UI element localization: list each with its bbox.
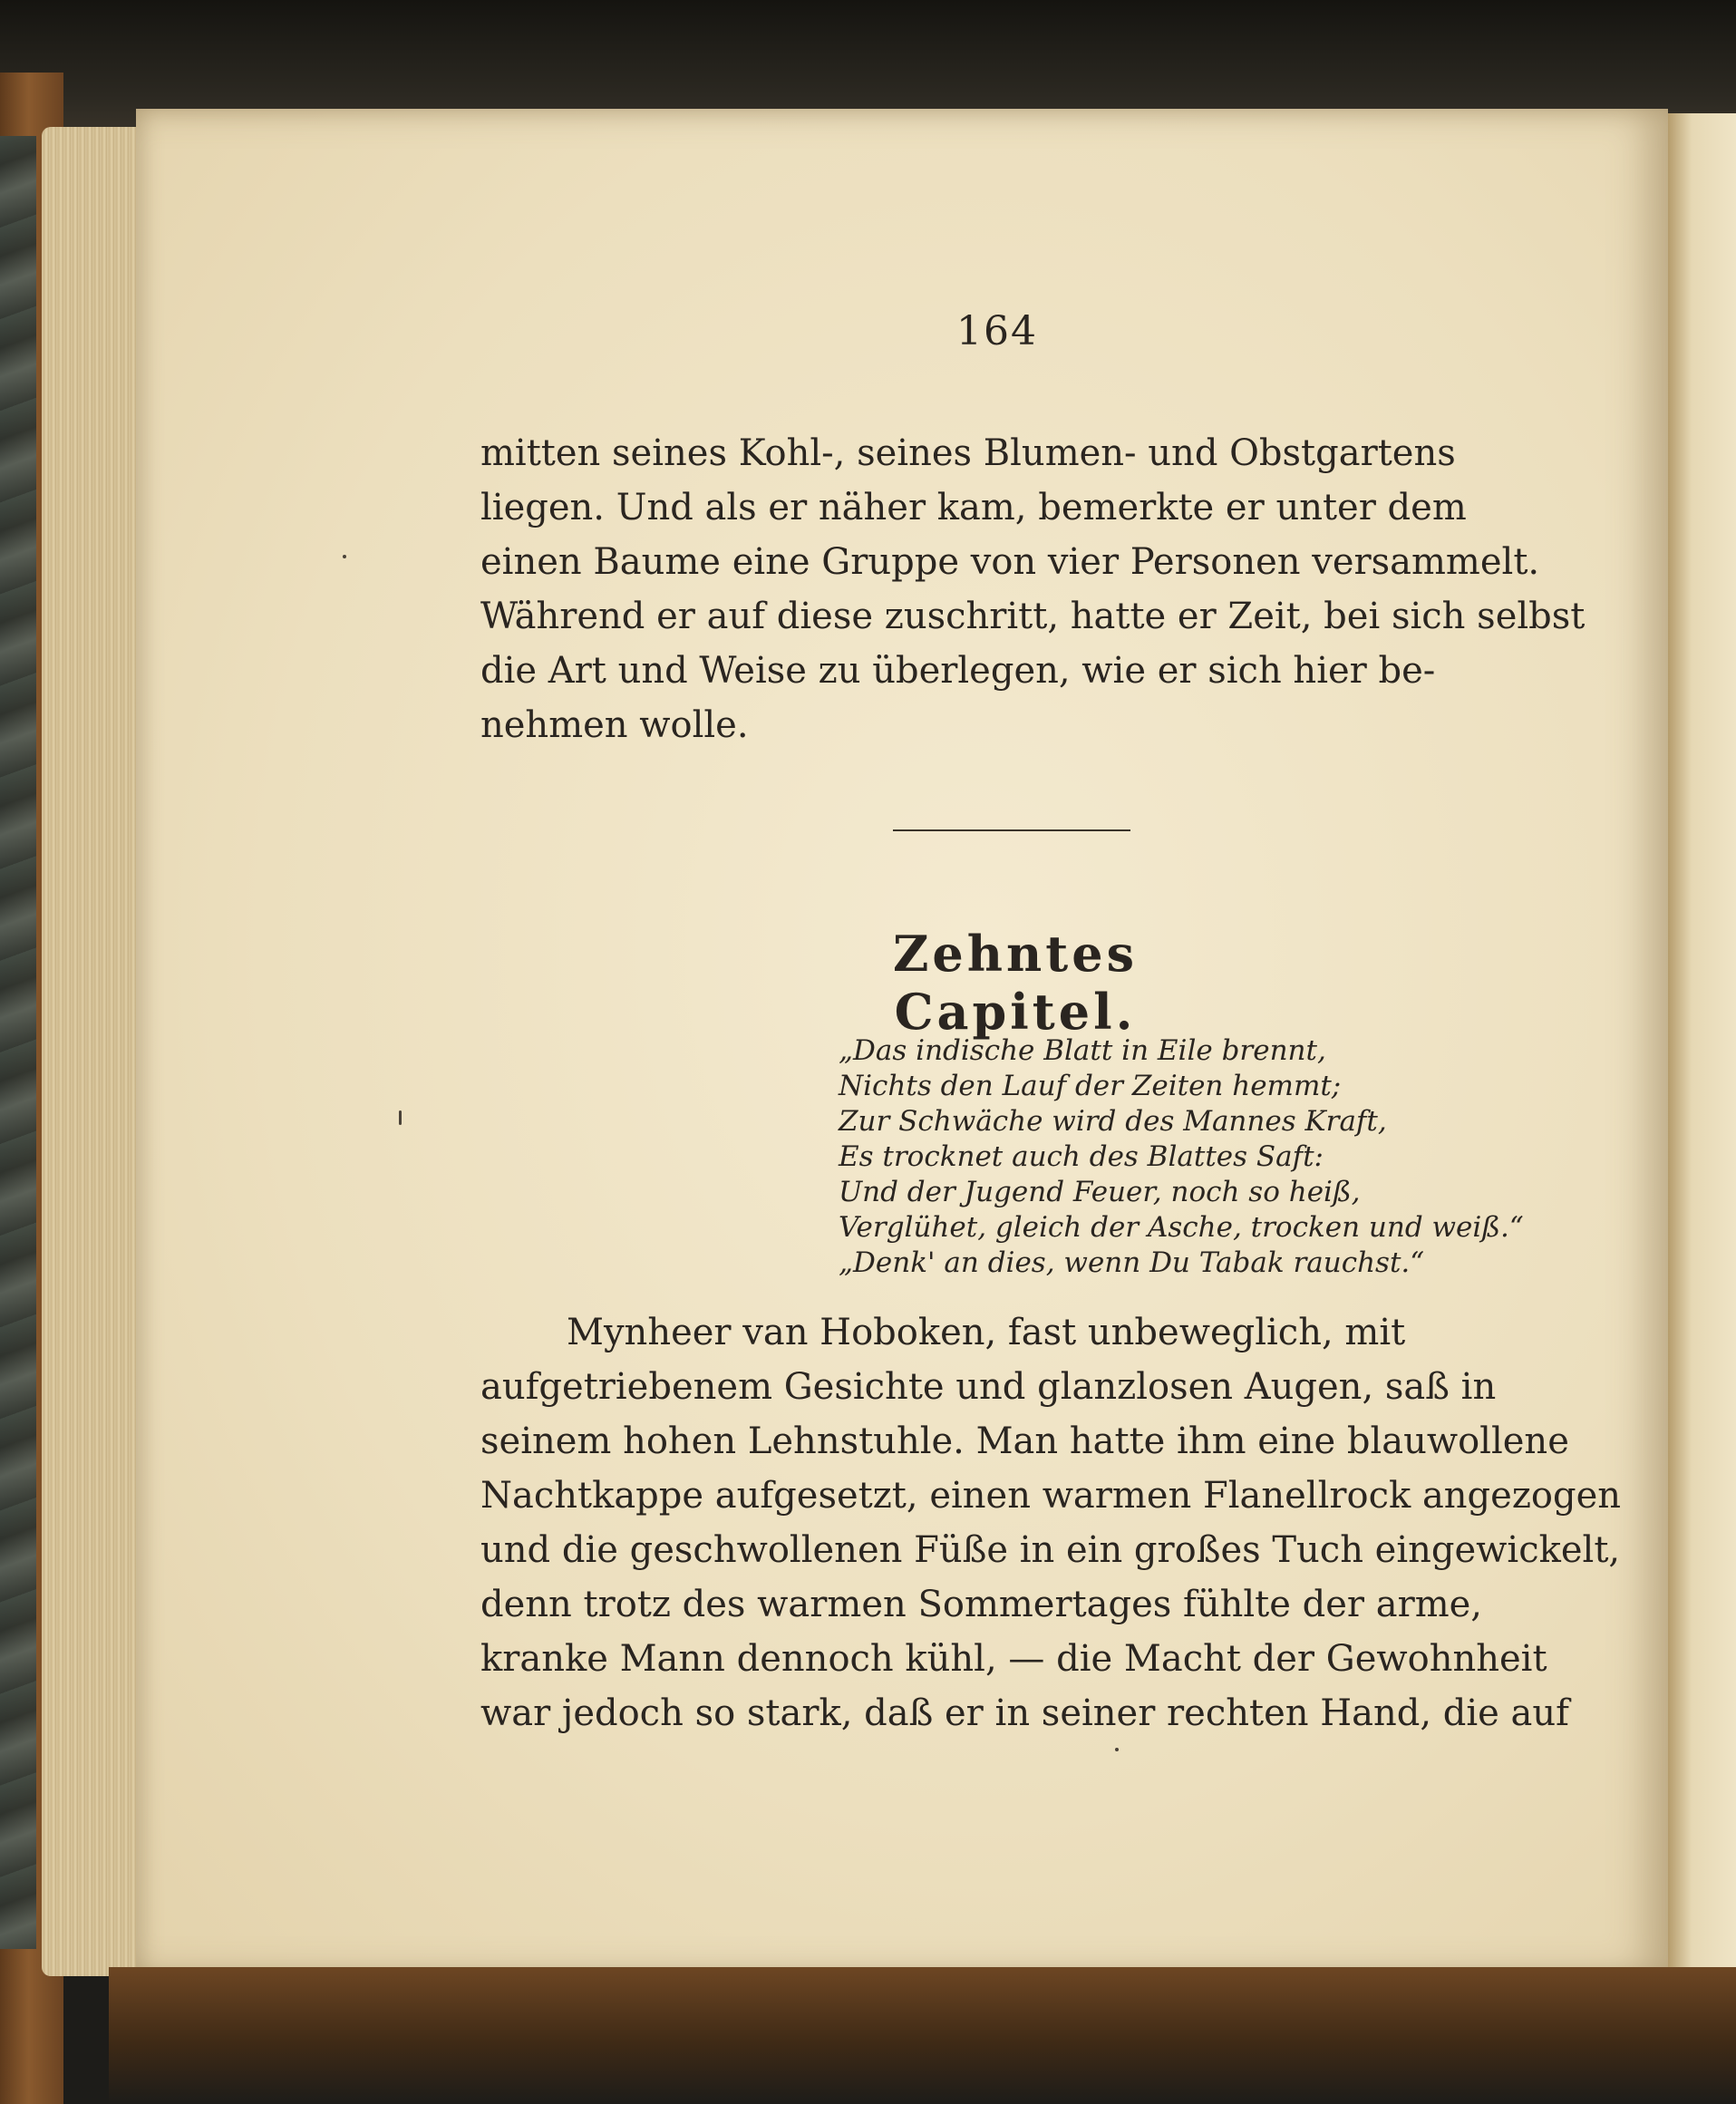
text-line: und die geschwollenen Füße in ein großes Tuch eingewickelt, [480,1529,1621,1571]
marbled-cover [0,136,36,1949]
paragraph-2 [480,1305,1622,1740]
text-line: die Art und Weise zu überlegen, wie er sich hier be- [480,650,1436,692]
text-line: einen Baume eine Gruppe von vier Personen versammelt. [480,541,1540,583]
page-edges [42,127,141,1976]
paper-speck [399,1110,402,1125]
poem-line: Zur Schwäche wird des Mannes Kraft, [839,1105,1387,1138]
text-line: Nachtkappe aufgesetzt, einen warmen Flanellrock angezogen [480,1475,1622,1517]
text-line: seinem hohen Lehnstuhle. Man hatte ihm eine blauwollene [480,1420,1569,1462]
text-line: liegen. Und als er näher kam, bemerkte er unter dem [480,487,1467,528]
poem-line: „Denk' an dies, wenn Du Tabak rauchst.“ [839,1246,1425,1279]
poem-line: Und der Jugend Feuer, noch so heiß, [839,1176,1361,1208]
facing-page-edge [1668,113,1736,1981]
text-line: aufgetriebenem Gesichte und glanzlosen Augen, saß in [480,1366,1497,1408]
epigraph-poem [839,1033,1524,1281]
paper-speck [343,555,346,558]
text-line: nehmen wolle. [480,704,749,746]
text-line: denn trotz des warmen Sommertages fühlte der arme, [480,1584,1483,1625]
text-line: mitten seines Kohl-, seines Blumen- und Obstgartens [480,432,1456,474]
book-cover-bottom [109,1967,1736,2104]
poem-line: „Das indische Blatt in Eile brennt, [839,1034,1326,1067]
poem-line: Nichts den Lauf der Zeiten hemmt; [839,1070,1342,1102]
text-line: Mynheer van Hoboken, fast unbeweglich, mit [567,1312,1406,1353]
text-line: kranke Mann dennoch kühl, — die Macht der Gewohnheit [480,1638,1547,1680]
page-number: 164 [956,308,1038,354]
section-divider [893,829,1130,831]
paper-speck [1115,1748,1119,1751]
poem-line: Es trocknet auch des Blattes Saft: [839,1140,1324,1173]
chapter-title: Zehntes Capitel. [893,925,1138,1041]
text-line: Während er auf diese zuschritt, hatte er Zeit, bei sich selbst [480,596,1586,637]
paragraph-1 [480,426,1586,752]
text-line: war jedoch so stark, daß er in seiner rechten Hand, die auf [480,1692,1569,1734]
poem-line: Verglühet, gleich der Asche, trocken und weiß.“ [839,1211,1524,1244]
